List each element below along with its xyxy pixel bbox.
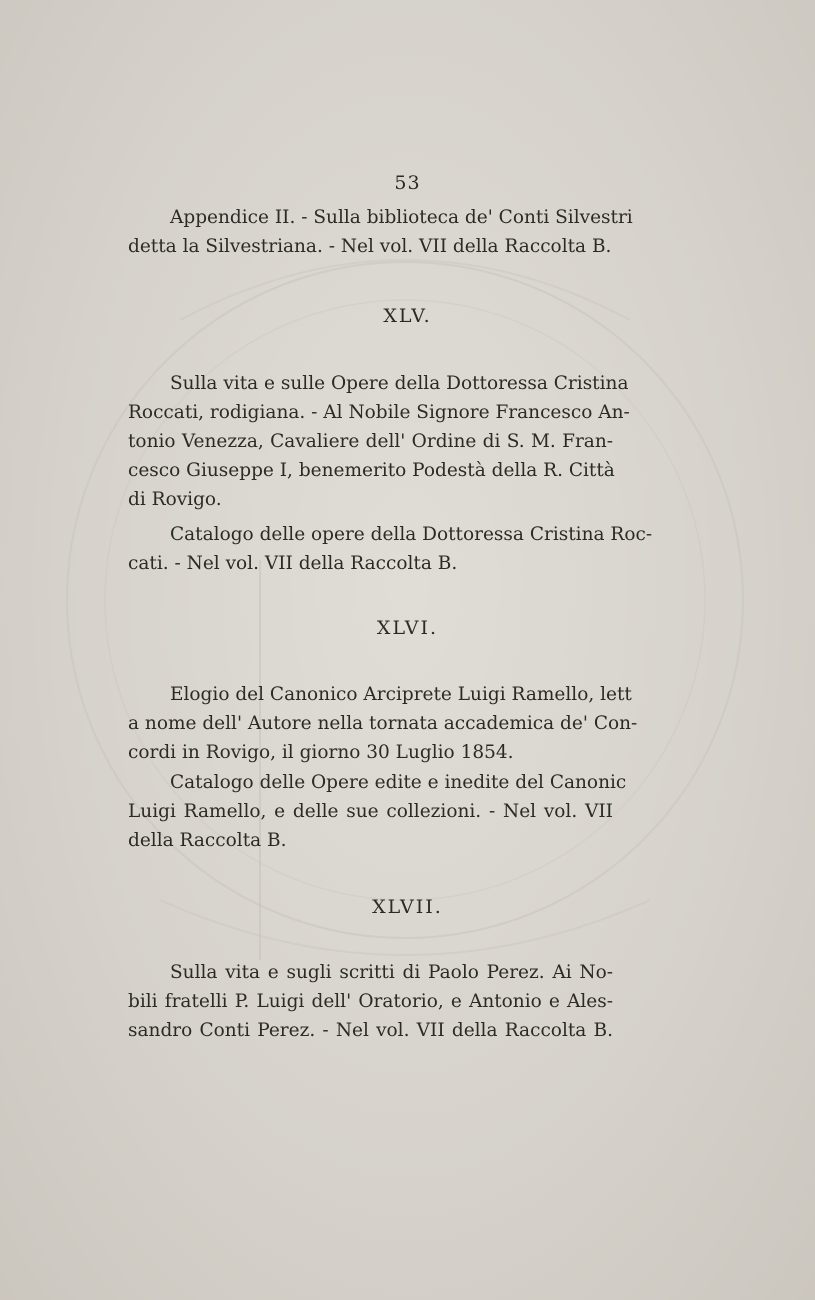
text-line: Appendice II. - Sulla biblioteca de' Conti Silvestri	[170, 207, 633, 228]
text-line: di Rovigo.	[128, 489, 222, 510]
xlvi-paragraph-2	[128, 768, 627, 855]
section-heading-xlvii: XLVII.	[372, 896, 443, 918]
text-line: bili fratelli P. Luigi dell' Oratorio, e Antonio e Ales-	[128, 991, 613, 1012]
text-line: sandro Conti Perez. - Nel vol. VII della Raccolta B.	[128, 1020, 613, 1041]
section-heading-xlv: XLV.	[383, 305, 432, 327]
text-line: Luigi Ramello, e delle sue collezioni. - Nel vol. VII	[128, 801, 613, 822]
text-line: della Raccolta B.	[128, 830, 287, 851]
xlvi-paragraph-1	[128, 680, 638, 767]
text-line: Sulla vita e sugli scritti di Paolo Perez. Ai No-	[170, 962, 613, 983]
page-number: 53	[394, 172, 421, 194]
xlvii-paragraph-1	[128, 958, 613, 1045]
xlv-paragraph-2	[128, 520, 653, 578]
text-line: cesco Giuseppe I, benemerito Podestà della R. Città	[128, 460, 615, 481]
text-line: Elogio del Canonico Arciprete Luigi Ramello, lett	[170, 684, 632, 705]
intro-paragraph	[128, 203, 633, 261]
text-line: detta la Silvestriana. - Nel vol. VII della Raccolta B.	[128, 236, 612, 257]
xlv-paragraph-1	[128, 369, 630, 514]
text-line: Roccati, rodigiana. - Al Nobile Signore Francesco An-	[128, 402, 630, 423]
text-line: tonio Venezza, Cavaliere dell' Ordine di S. M. Fran-	[128, 431, 613, 452]
text-line: Catalogo delle opere della Dottoressa Cristina Roc-	[170, 524, 653, 545]
text-line: Catalogo delle Opere edite e inedite del Canonic	[170, 772, 627, 793]
text-line: cordi in Rovigo, il giorno 30 Luglio 1854.	[128, 742, 514, 763]
text-line: a nome dell' Autore nella tornata accademica de' Con-	[128, 713, 638, 734]
text-line: Sulla vita e sulle Opere della Dottoressa Cristina	[170, 373, 629, 394]
section-heading-xlvi: XLVI.	[376, 617, 439, 639]
text-line: cati. - Nel vol. VII della Raccolta B.	[128, 553, 458, 574]
